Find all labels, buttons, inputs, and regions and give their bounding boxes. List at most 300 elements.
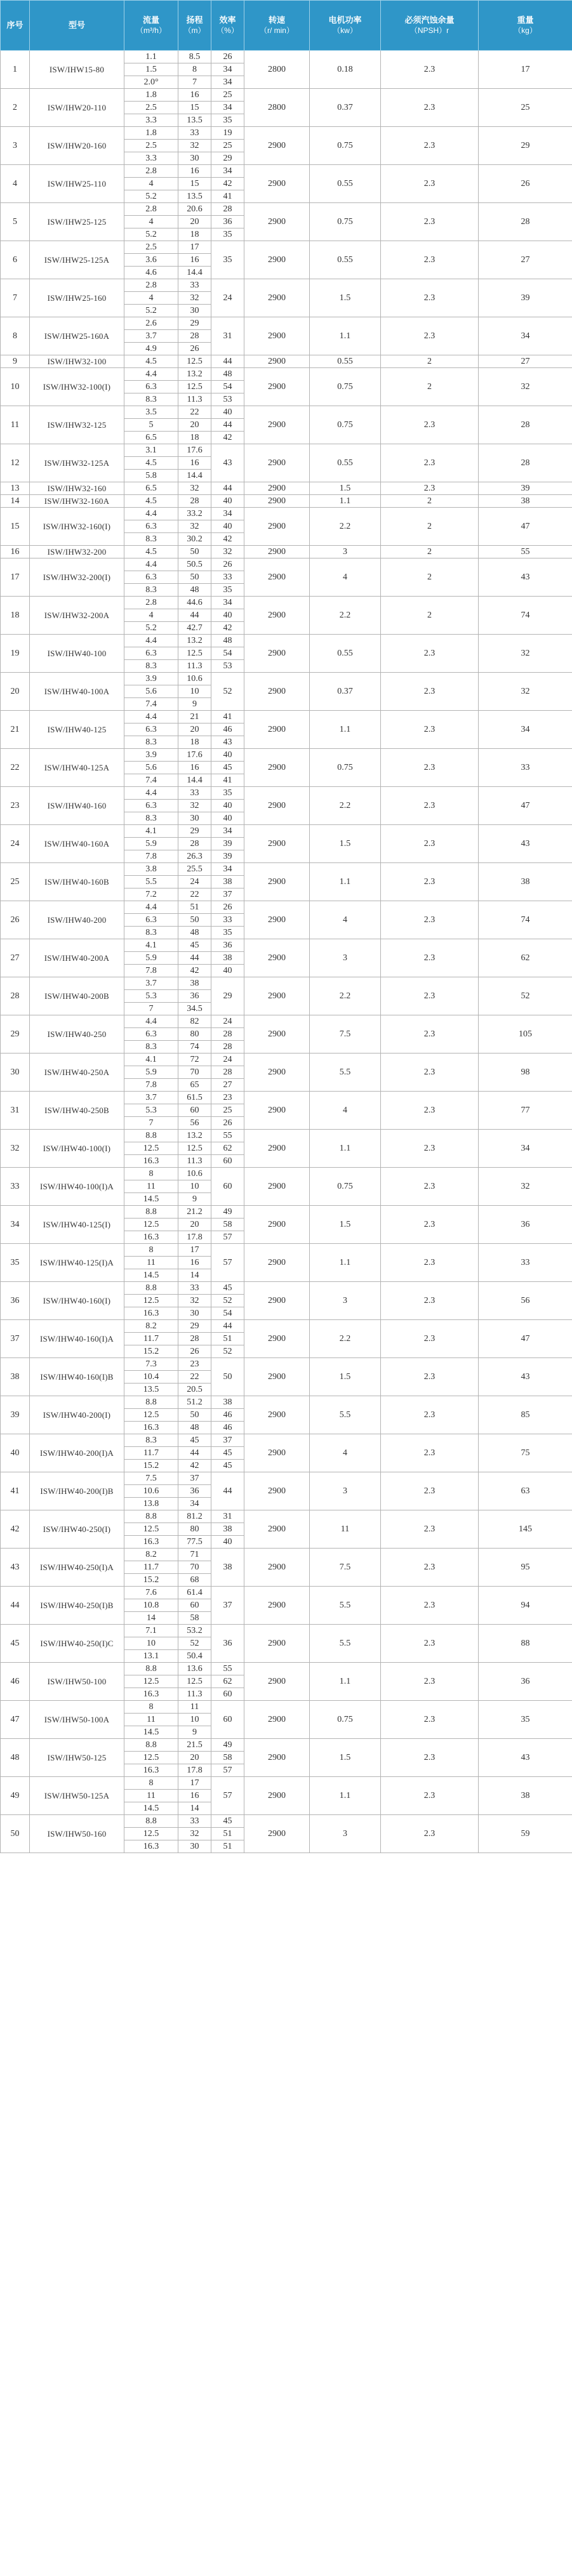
flow-cell: 16.3 (124, 1840, 178, 1853)
header-head-unit: （m） (183, 25, 206, 35)
header-row (1, 1, 572, 51)
flow-cell: 7.6 (124, 1587, 178, 1599)
flow-cell: 2.0° (124, 76, 178, 89)
table-row (1, 1777, 572, 1790)
weight-cell: 75 (479, 1434, 572, 1472)
head-cell: 16 (178, 254, 211, 267)
efficiency-cell: 26 (211, 558, 244, 571)
flow-cell: 5.6 (124, 685, 178, 698)
npsh-cell: 2.3 (381, 1130, 479, 1168)
efficiency-cell: 58 (211, 1752, 244, 1764)
head-cell: 34 (178, 1498, 211, 1510)
efficiency-cell: 38 (211, 1549, 244, 1587)
model-cell: ISW/IHW40-100(I) (30, 1130, 124, 1168)
npsh-cell: 2.3 (381, 1815, 479, 1853)
head-cell: 20.5 (178, 1384, 211, 1396)
efficiency-cell: 28 (211, 1066, 244, 1079)
flow-cell: 5.3 (124, 1104, 178, 1117)
weight-cell: 38 (479, 863, 572, 901)
header-speed-unit: （r/ min） (259, 25, 294, 35)
flow-cell: 4.5 (124, 355, 178, 368)
npsh-cell: 2.3 (381, 901, 479, 939)
speed-cell: 2900 (244, 1015, 310, 1054)
table-row (1, 1472, 572, 1485)
speed-cell: 2900 (244, 406, 310, 444)
head-cell: 51.2 (178, 1396, 211, 1409)
weight-cell: 38 (479, 1777, 572, 1815)
model-cell: ISW/IHW40-160(I)A (30, 1320, 124, 1358)
power-cell: 11 (310, 1510, 381, 1549)
flow-cell: 7.8 (124, 965, 178, 977)
header-flow (124, 1, 178, 51)
flow-cell: 8.2 (124, 1549, 178, 1561)
speed-cell: 2900 (244, 635, 310, 673)
efficiency-cell: 35 (211, 584, 244, 597)
head-cell: 30 (178, 1840, 211, 1853)
weight-cell: 32 (479, 635, 572, 673)
npsh-cell: 2.3 (381, 1358, 479, 1396)
efficiency-cell: 41 (211, 190, 244, 203)
power-cell: 2.2 (310, 597, 381, 635)
table-row (1, 1244, 572, 1257)
head-cell: 16 (178, 1257, 211, 1269)
flow-cell: 6.5 (124, 482, 178, 495)
efficiency-cell: 53 (211, 660, 244, 673)
head-cell: 32 (178, 140, 211, 152)
weight-cell: 17 (479, 51, 572, 89)
speed-cell: 2900 (244, 368, 310, 406)
efficiency-cell: 58 (211, 1219, 244, 1231)
npsh-cell: 2.3 (381, 1739, 479, 1777)
flow-cell: 5.3 (124, 990, 178, 1003)
efficiency-cell: 38 (211, 952, 244, 965)
speed-cell: 2900 (244, 317, 310, 355)
speed-cell: 2900 (244, 1434, 310, 1472)
head-cell: 25.5 (178, 863, 211, 876)
flow-cell: 5.8 (124, 470, 178, 482)
flow-cell: 6.3 (124, 571, 178, 584)
row-number: 47 (1, 1701, 30, 1739)
weight-cell: 55 (479, 546, 572, 558)
head-cell: 11.3 (178, 393, 211, 406)
flow-cell: 8.3 (124, 927, 178, 939)
flow-cell: 3.7 (124, 977, 178, 990)
flow-cell: 2.8 (124, 597, 178, 609)
speed-cell: 2900 (244, 546, 310, 558)
row-number: 29 (1, 1015, 30, 1054)
flow-cell: 4.4 (124, 368, 178, 381)
npsh-cell: 2.3 (381, 863, 479, 901)
efficiency-cell: 42 (211, 432, 244, 444)
efficiency-cell: 44 (211, 1320, 244, 1333)
head-cell: 60 (178, 1599, 211, 1612)
model-cell: ISW/IHW25-160A (30, 317, 124, 355)
head-cell: 81.2 (178, 1510, 211, 1523)
table-row (1, 1663, 572, 1675)
table-row (1, 1358, 572, 1371)
head-cell: 20 (178, 1752, 211, 1764)
head-cell: 30.2 (178, 533, 211, 546)
flow-cell: 3.3 (124, 152, 178, 165)
row-number: 19 (1, 635, 30, 673)
weight-cell: 28 (479, 203, 572, 241)
efficiency-cell: 31 (211, 317, 244, 355)
head-cell: 21.2 (178, 1206, 211, 1219)
table-row (1, 279, 572, 292)
row-number: 20 (1, 673, 30, 711)
head-cell: 22 (178, 406, 211, 419)
model-cell: ISW/IHW40-125A (30, 749, 124, 787)
flow-cell: 6.5 (124, 432, 178, 444)
header-flow-label: 流量 (142, 15, 159, 25)
table-row (1, 901, 572, 914)
head-cell: 16 (178, 1790, 211, 1802)
npsh-cell: 2.3 (381, 1092, 479, 1130)
head-cell: 20 (178, 723, 211, 736)
flow-cell: 2.8 (124, 165, 178, 178)
weight-cell: 62 (479, 939, 572, 977)
flow-cell: 12.5 (124, 1295, 178, 1307)
power-cell: 1.5 (310, 1739, 381, 1777)
efficiency-cell: 40 (211, 965, 244, 977)
flow-cell: 8 (124, 1168, 178, 1180)
power-cell: 3 (310, 1282, 381, 1320)
head-cell: 45 (178, 1434, 211, 1447)
speed-cell: 2900 (244, 863, 310, 901)
row-number: 18 (1, 597, 30, 635)
efficiency-cell: 46 (211, 1422, 244, 1434)
npsh-cell: 2.3 (381, 1244, 479, 1282)
head-cell: 33 (178, 1815, 211, 1828)
head-cell: 48 (178, 1422, 211, 1434)
head-cell: 16 (178, 89, 211, 102)
head-cell: 30 (178, 305, 211, 317)
power-cell: 1.1 (310, 1244, 381, 1282)
head-cell: 52 (178, 1637, 211, 1650)
flow-cell: 11 (124, 1180, 178, 1193)
flow-cell: 1.1 (124, 51, 178, 63)
speed-cell: 2900 (244, 444, 310, 482)
model-cell: ISW/IHW40-200B (30, 977, 124, 1015)
flow-cell: 4 (124, 178, 178, 190)
head-cell: 7 (178, 76, 211, 89)
npsh-cell: 2.3 (381, 1663, 479, 1701)
efficiency-cell: 40 (211, 1536, 244, 1549)
flow-cell: 7 (124, 1003, 178, 1015)
head-cell: 13.5 (178, 114, 211, 127)
table-row (1, 1587, 572, 1599)
efficiency-cell: 55 (211, 1130, 244, 1142)
efficiency-cell: 42 (211, 622, 244, 635)
model-cell: ISW/IHW40-125(I) (30, 1206, 124, 1244)
row-number: 12 (1, 444, 30, 482)
power-cell: 0.75 (310, 406, 381, 444)
head-cell: 10.6 (178, 673, 211, 685)
speed-cell: 2900 (244, 1054, 310, 1092)
flow-cell: 2.6 (124, 317, 178, 330)
flow-cell: 4 (124, 609, 178, 622)
flow-cell: 11.7 (124, 1447, 178, 1460)
table-row (1, 1625, 572, 1637)
head-cell: 33 (178, 279, 211, 292)
model-cell: ISW/IHW40-160B (30, 863, 124, 901)
table-row (1, 1092, 572, 1104)
efficiency-cell: 40 (211, 609, 244, 622)
table-row (1, 203, 572, 216)
speed-cell: 2900 (244, 1549, 310, 1587)
power-cell: 1.5 (310, 482, 381, 495)
model-cell: ISW/IHW50-125A (30, 1777, 124, 1815)
flow-cell: 10.8 (124, 1599, 178, 1612)
head-cell: 26 (178, 1345, 211, 1358)
flow-cell: 1.8 (124, 89, 178, 102)
speed-cell: 2900 (244, 1282, 310, 1320)
row-number: 37 (1, 1320, 30, 1358)
efficiency-cell: 43 (211, 444, 244, 482)
head-cell: 16 (178, 457, 211, 470)
power-cell: 5.5 (310, 1587, 381, 1625)
speed-cell: 2900 (244, 1777, 310, 1815)
row-number: 22 (1, 749, 30, 787)
power-cell: 0.55 (310, 635, 381, 673)
table-row (1, 1815, 572, 1828)
row-number: 25 (1, 863, 30, 901)
flow-cell: 14.5 (124, 1193, 178, 1206)
efficiency-cell: 33 (211, 571, 244, 584)
head-cell: 30 (178, 812, 211, 825)
power-cell: 3 (310, 1472, 381, 1510)
table-row (1, 673, 572, 685)
head-cell: 50.5 (178, 558, 211, 571)
npsh-cell: 2 (381, 355, 479, 368)
weight-cell: 94 (479, 1587, 572, 1625)
power-cell: 1.5 (310, 1206, 381, 1244)
weight-cell: 43 (479, 1358, 572, 1396)
model-cell: ISW/IHW40-250A (30, 1054, 124, 1092)
header-power (310, 1, 381, 51)
flow-cell: 1.5 (124, 63, 178, 76)
head-cell: 32 (178, 800, 211, 812)
model-cell: ISW/IHW40-100A (30, 673, 124, 711)
weight-cell: 145 (479, 1510, 572, 1549)
efficiency-cell: 50 (211, 1358, 244, 1396)
power-cell: 1.5 (310, 1358, 381, 1396)
efficiency-cell: 38 (211, 1396, 244, 1409)
power-cell: 7.5 (310, 1015, 381, 1054)
efficiency-cell: 51 (211, 1333, 244, 1345)
power-cell: 2.2 (310, 977, 381, 1015)
head-cell: 9 (178, 1726, 211, 1739)
power-cell: 7.5 (310, 1549, 381, 1587)
npsh-cell: 2.3 (381, 673, 479, 711)
head-cell: 12.5 (178, 1142, 211, 1155)
flow-cell: 12.5 (124, 1675, 178, 1688)
model-cell: ISW/IHW40-250 (30, 1015, 124, 1054)
head-cell: 30 (178, 1307, 211, 1320)
table-row (1, 749, 572, 762)
flow-cell: 12.5 (124, 1409, 178, 1422)
weight-cell: 105 (479, 1015, 572, 1054)
head-cell: 13.2 (178, 635, 211, 647)
weight-cell: 59 (479, 1815, 572, 1853)
flow-cell: 8.3 (124, 584, 178, 597)
efficiency-cell: 54 (211, 381, 244, 393)
model-cell: ISW/IHW20-110 (30, 89, 124, 127)
speed-cell: 2900 (244, 749, 310, 787)
efficiency-cell: 32 (211, 546, 244, 558)
power-cell: 1.1 (310, 495, 381, 508)
efficiency-cell: 34 (211, 597, 244, 609)
head-cell: 29 (178, 825, 211, 838)
head-cell: 18 (178, 228, 211, 241)
header-head (178, 1, 211, 51)
flow-cell: 2.5 (124, 241, 178, 254)
header-flow-unit: （m³/h） (135, 25, 166, 35)
head-cell: 17 (178, 1244, 211, 1257)
header-power-label: 电机功率 (328, 15, 362, 25)
model-cell: ISW/IHW20-160 (30, 127, 124, 165)
weight-cell: 38 (479, 495, 572, 508)
weight-cell: 95 (479, 1549, 572, 1587)
efficiency-cell: 44 (211, 1472, 244, 1510)
flow-cell: 1.8 (124, 127, 178, 140)
efficiency-cell: 49 (211, 1206, 244, 1219)
weight-cell: 77 (479, 1092, 572, 1130)
efficiency-cell: 34 (211, 63, 244, 76)
weight-cell: 36 (479, 1663, 572, 1701)
header-model-label: 型号 (68, 20, 85, 30)
row-number: 31 (1, 1092, 30, 1130)
head-cell: 12.5 (178, 355, 211, 368)
speed-cell: 2900 (244, 1701, 310, 1739)
npsh-cell: 2.3 (381, 317, 479, 355)
head-cell: 16 (178, 762, 211, 774)
head-cell: 17.8 (178, 1231, 211, 1244)
head-cell: 10 (178, 685, 211, 698)
flow-cell: 4.5 (124, 495, 178, 508)
flow-cell: 16.3 (124, 1536, 178, 1549)
model-cell: ISW/IHW32-125A (30, 444, 124, 482)
efficiency-cell: 37 (211, 888, 244, 901)
npsh-cell: 2.3 (381, 1320, 479, 1358)
table-row (1, 558, 572, 571)
row-number: 8 (1, 317, 30, 355)
model-cell: ISW/IHW40-100(I)A (30, 1168, 124, 1206)
flow-cell: 3.7 (124, 1092, 178, 1104)
table-row (1, 863, 572, 876)
npsh-cell: 2.3 (381, 1434, 479, 1472)
efficiency-cell: 37 (211, 1434, 244, 1447)
flow-cell: 6.3 (124, 914, 178, 927)
row-number: 28 (1, 977, 30, 1015)
efficiency-cell: 60 (211, 1168, 244, 1206)
table-row (1, 1015, 572, 1028)
head-cell: 11.3 (178, 660, 211, 673)
efficiency-cell: 44 (211, 482, 244, 495)
npsh-cell: 2.3 (381, 1587, 479, 1625)
head-cell: 11.3 (178, 1688, 211, 1701)
flow-cell: 16.3 (124, 1688, 178, 1701)
efficiency-cell: 35 (211, 927, 244, 939)
table-row (1, 1320, 572, 1333)
table-row (1, 165, 572, 178)
weight-cell: 98 (479, 1054, 572, 1092)
power-cell: 5.5 (310, 1625, 381, 1663)
head-cell: 65 (178, 1079, 211, 1092)
npsh-cell: 2 (381, 508, 479, 546)
efficiency-cell: 40 (211, 406, 244, 419)
efficiency-cell: 54 (211, 647, 244, 660)
flow-cell: 3.9 (124, 673, 178, 685)
efficiency-cell: 62 (211, 1675, 244, 1688)
row-number: 49 (1, 1777, 30, 1815)
speed-cell: 2900 (244, 127, 310, 165)
weight-cell: 34 (479, 1130, 572, 1168)
head-cell: 32 (178, 482, 211, 495)
table-row (1, 711, 572, 723)
power-cell: 0.55 (310, 355, 381, 368)
header-no (1, 1, 30, 51)
head-cell: 50 (178, 1409, 211, 1422)
head-cell: 33 (178, 1282, 211, 1295)
flow-cell: 8.8 (124, 1130, 178, 1142)
header-weight (479, 1, 572, 51)
flow-cell: 6.3 (124, 800, 178, 812)
flow-cell: 8.3 (124, 393, 178, 406)
flow-cell: 4.4 (124, 635, 178, 647)
efficiency-cell: 40 (211, 800, 244, 812)
head-cell: 15 (178, 178, 211, 190)
speed-cell: 2900 (244, 1130, 310, 1168)
speed-cell: 2900 (244, 939, 310, 977)
weight-cell: 33 (479, 749, 572, 787)
flow-cell: 2.5 (124, 140, 178, 152)
efficiency-cell: 52 (211, 673, 244, 711)
speed-cell: 2900 (244, 825, 310, 863)
weight-cell: 26 (479, 165, 572, 203)
npsh-cell: 2.3 (381, 635, 479, 673)
npsh-cell: 2 (381, 597, 479, 635)
efficiency-cell: 34 (211, 76, 244, 89)
flow-cell: 4.1 (124, 939, 178, 952)
flow-cell: 8.8 (124, 1206, 178, 1219)
flow-cell: 2.8 (124, 203, 178, 216)
npsh-cell: 2 (381, 495, 479, 508)
row-number: 35 (1, 1244, 30, 1282)
power-cell: 1.1 (310, 1663, 381, 1701)
header-eff-label: 效率 (219, 15, 236, 25)
efficiency-cell: 57 (211, 1231, 244, 1244)
flow-cell: 8.8 (124, 1663, 178, 1675)
flow-cell: 4.5 (124, 546, 178, 558)
efficiency-cell: 55 (211, 1663, 244, 1675)
speed-cell: 2900 (244, 355, 310, 368)
speed-cell: 2900 (244, 1625, 310, 1663)
weight-cell: 43 (479, 825, 572, 863)
efficiency-cell: 25 (211, 89, 244, 102)
npsh-cell: 2.3 (381, 787, 479, 825)
weight-cell: 56 (479, 1282, 572, 1320)
model-cell: ISW/IHW25-110 (30, 165, 124, 203)
flow-cell: 8 (124, 1777, 178, 1790)
efficiency-cell: 52 (211, 1345, 244, 1358)
efficiency-cell: 53 (211, 393, 244, 406)
efficiency-cell: 60 (211, 1688, 244, 1701)
head-cell: 70 (178, 1561, 211, 1574)
flow-cell: 5 (124, 419, 178, 432)
efficiency-cell: 34 (211, 102, 244, 114)
flow-cell: 7 (124, 1117, 178, 1130)
